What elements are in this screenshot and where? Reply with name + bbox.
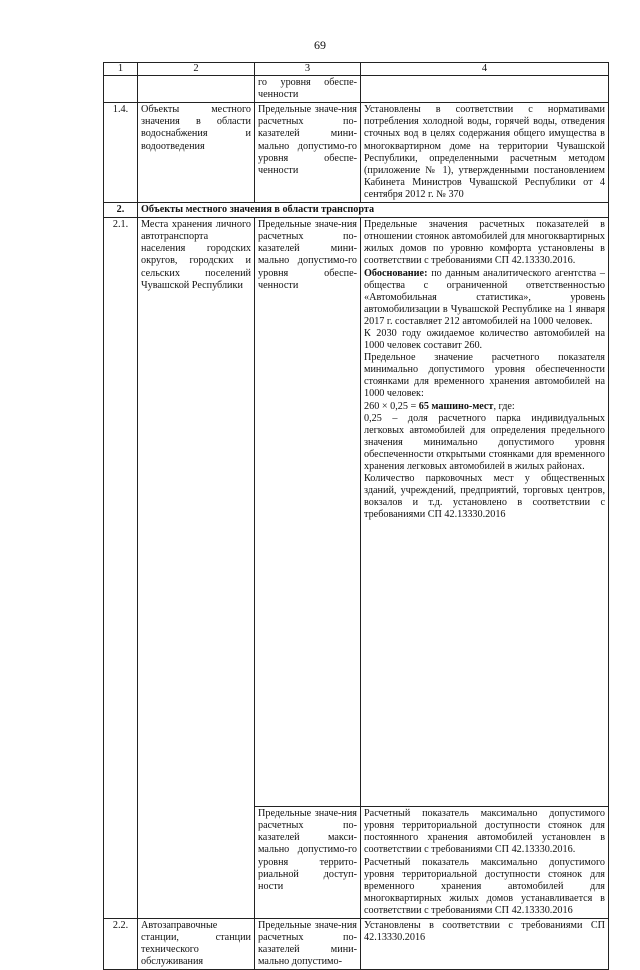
basis-paragraph: Предельные значения расчетных показателей в отношении стоянок автомобилей для многоквартирных жилых домов по уровню комфорта установлены в соответствии с требованиями СП 42.13330.2016.: [364, 219, 605, 267]
basis-cell: Установлены в соответствии с требованиями СП 42.13330.2016: [361, 918, 609, 969]
page-number: 69: [314, 38, 326, 52]
section-number: 2.: [104, 203, 138, 218]
object-cell: Автозаправочные станции, станции технического обслуживания: [138, 918, 255, 969]
indicator-cell: Предельные значе-ния расчетных по-казателей мини-мально допустимо-: [255, 918, 361, 969]
basis-cell: [361, 218, 609, 807]
row-number: 2.2.: [104, 918, 138, 969]
section-title: Объекты местного значения в области транспорта: [138, 203, 609, 218]
basis-paragraph: Расчетный показатель максимально допустимого уровня территориальной доступности стоянок для временного хранения автомобилей для многоквартирных жилых домов устанавливается в соответствии с требованиями СП 42.13330.2016: [364, 856, 605, 916]
basis-paragraph: Количество парковочных мест у общественных зданий, учреждений, предприятий, торговых центров, вокзалов и т.д. установлено в соответствии с требованиями СП 42.13330.2016: [364, 473, 605, 521]
basis-paragraph: Предельное значение расчетного показателя минимально допустимого уровня обеспеченности стоянками для временного хранения автомобилей на 1000 человек:: [364, 352, 605, 400]
table-row-continuation: [104, 76, 609, 103]
norms-table: [103, 62, 609, 970]
basis-paragraph: Обоснование: по данным аналитического агентства – общества с ограниченной ответственностью «Автомобильная статистика», уровень автомобилизации в Чувашской Республике на 1 января 2017 г. составляет 212 автомобилей на 1000 человек.: [364, 267, 605, 327]
table-header-row: [104, 63, 609, 76]
section-row-2: [104, 203, 609, 218]
basis-paragraph: К 2030 году ожидаемое количество автомобилей на 1000 человек составит 260.: [364, 327, 605, 352]
basis-cell: Установлены в соответствии с нормативами потребления холодной воды, горячей воды, отведения сточных вод в целях содержания общего имущества в многоквартирном доме на территории Чувашской Республики, определенными расчетным методом (приложение № 1), утвержденными постановлением Кабинета Министров Чувашской Республики от 4 сентября 2012 г. № 370: [361, 103, 609, 203]
indicator-cell: Предельные значе-ния расчетных по-казателей мини-мально допустимо-го уровня обеспе-ченности: [255, 218, 361, 807]
row-number: 2.1.: [104, 218, 138, 919]
indicator-cell: го уровня обеспе-ченности: [255, 76, 361, 103]
row-number: 1.4.: [104, 103, 138, 203]
table-row-2-2: [104, 918, 609, 969]
column-number-2: 2: [138, 63, 255, 76]
object-cell: Места хранения личного автотранспорта населения городских округов, городских и сельских поселений Чувашской Республики: [138, 218, 255, 919]
table-row-2-1a: [104, 218, 609, 807]
basis-label: Обоснование:: [364, 267, 428, 279]
column-number-1: 1: [104, 63, 138, 76]
column-number-4: 4: [361, 63, 609, 76]
object-cell: Объекты местного значения в области водоснабжения и водоотведения: [138, 103, 255, 203]
indicator-cell: Предельные значе-ния расчетных по-казателей мини-мально допустимо-го уровня обеспе-ченности: [255, 103, 361, 203]
basis-paragraph: 0,25 – доля расчетного парка индивидуальных легковых автомобилей для определения предельного значения минимально допустимого уровня обеспеченности открытыми стоянками для временного хранения легковых автомобилей в жилых районах.: [364, 412, 605, 472]
basis-paragraph: Расчетный показатель максимально допустимого уровня территориальной доступности стоянок для постоянного хранения автомобилей установлен в соответствии с требованиями СП 42.13330.2016.: [364, 808, 605, 856]
table-row-1-4: [104, 103, 609, 203]
formula: 260 × 0,25 = 65 машино-мест, где:: [364, 400, 515, 412]
indicator-cell: Предельные значе-ния расчетных по-казателей макси-мально допустимо-го уровня террито-риальной доступ-ности: [255, 807, 361, 919]
column-number-3: 3: [255, 63, 361, 76]
basis-cell: [361, 807, 609, 919]
